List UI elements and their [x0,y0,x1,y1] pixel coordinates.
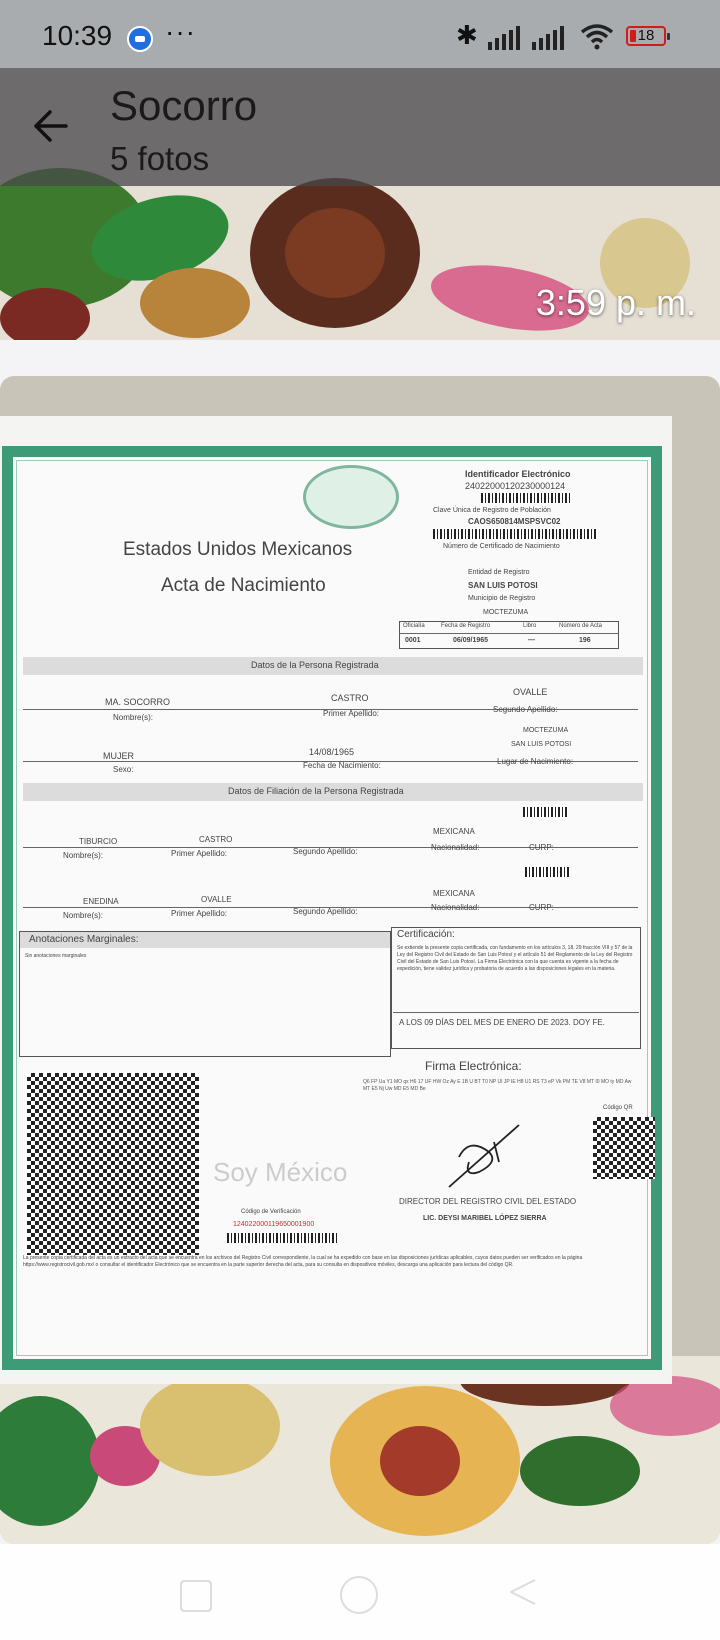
home-button[interactable] [340,1576,378,1614]
signal-icon [488,24,524,50]
father-surname: CASTRO [199,835,233,844]
director-title: DIRECTOR DEL REGISTRO CIVIL DEL ESTADO [399,1197,577,1206]
marginal-notes-label: Anotaciones Marginales: [29,934,139,945]
mother-nationality: MEXICANA [433,889,475,898]
father-name-label: Nombre(s): [63,851,104,860]
mother-second-surname-label: Segundo Apellido: [293,907,358,916]
status-time: 10:39 [42,20,113,51]
photo-timestamp: 3:59 p. m. [535,282,696,323]
national-seal [303,465,399,529]
second-surname-label: Segundo Apellido: [493,705,558,714]
certificate-border [2,446,662,1370]
father-name: TIBURCIO [79,837,118,846]
section-person-heading: Datos de la Persona Registrada [251,660,379,670]
mother-nationality-label: Nacionalidad: [431,903,480,912]
certification-label: Certificación: [397,929,455,940]
signal-icon-2 [532,24,568,50]
back-button[interactable] [505,1574,541,1610]
mother-curp-label: CURP: [529,903,554,912]
sex-label: Sexo: [113,765,134,774]
section-parents-heading: Datos de Filiación de la Persona Registrada [228,786,404,796]
registry-header-2: Fecha de Registro [441,623,491,629]
mother-name-label: Nombre(s): [63,911,104,920]
document-type: Acta de Nacimiento [161,575,326,596]
father-curp-label: CURP: [529,843,554,852]
mother-first-surname-label: Primer Apellido: [171,909,228,918]
registry-header-4: Número de Acta [559,623,603,629]
registry-value-2: 06/09/1965 [453,637,489,644]
birth-date-label: Fecha de Nacimiento: [303,761,381,770]
director-name: LIC. DEYSI MARIBEL LÓPEZ SIERRA [423,1215,547,1222]
esign-label: Firma Electrónica: [425,1059,522,1073]
verification-label: Código de Verificación [241,1209,301,1215]
registry-header-3: Libro [523,623,537,629]
person-second-surname: OVALLE [513,687,548,697]
tablecloth [0,1356,720,1544]
main-photo[interactable] [0,376,720,1544]
registry-header-1: Oficialía [403,623,425,629]
wifi-icon [580,22,614,50]
watermark-text: Soy México [213,1157,348,1187]
certification-text: Se extiende la presente copia certificada, con fundamento en los artículos 3, 18, 29 fracción VIII y 57 de la Ley del Registro Civil del Estado de San Luis Potosí y el artículo 51 del Reglamento de la Ley del Registro Civil del Estado de San Luis Potosí. La Firma Electrónica con la que cuenta es vigente a la fecha de expedición, tiene validez jurídica y probatoria de acuerdo a las disposiciones legales en la materia. [397,945,633,972]
registry-value-3: — [528,637,535,644]
name-label: Nombre(s): [113,713,154,722]
entity-label: Entidad de Registro [468,569,530,576]
recents-button[interactable] [180,1580,212,1612]
person-birth-date: 14/08/1965 [309,747,355,757]
entity-value: SAN LUIS POTOSI [468,581,538,590]
bluetooth-icon: ✱ [456,20,478,50]
album-title: Socorro [110,82,258,129]
father-second-surname-label: Segundo Apellido: [293,847,358,856]
status-bar [0,0,720,68]
certification-date: A LOS 09 DÍAS DEL MES DE ENERO DE 2023. DOY FE. [399,1018,605,1027]
municipality-value: MOCTEZUMA [483,609,529,616]
person-name: MA. SOCORRO [105,697,171,707]
verification-code: 124022000119650001900 [233,1221,315,1228]
country-title: Estados Unidos Mexicanos [123,539,353,560]
curp-value: CAOS650814MSPSVC02 [468,517,561,526]
footer-note: La presente copia certificada del acta es un extracto del acta que se encuentra en los archivos del Registro Civil correspondiente, la cual se ha expedido con base en las disposiciones jurídicas aplicables, cuyos datos pueden ser verificados en la página https://www.registrocivil.gob.mx/ o consultar el identificador Electrónico que se encuentra en la parte superior derecha del acta, para su consulta en dispositivos móviles, descarga una aplicación para lectura del código QR. [23,1255,583,1268]
birth-place-line2: SAN LUIS POTOSI [511,741,572,748]
top-app-bar [0,68,720,186]
main-qr-code [27,1073,199,1255]
system-navigation-bar [0,1544,720,1640]
registry-value-1: 0001 [405,637,421,644]
esign-hash: Q6 FP Ua Y1 MO qx H6 17 UF HW Oz Ay E 1B U BT T0 NP UI JP IE H8 U1 RS T3 eP Vk PM TE V8 MT I0 MO ty MD Aw MT E5 Nj Uw MD E5 MD Be [363,1079,632,1092]
photo-count: 5 fotos [110,140,210,177]
birth-place-label: Lugar de Nacimiento: [497,757,574,766]
birth-place-line1: MOCTEZUMA [523,727,569,734]
battery-icon [626,26,666,46]
person-first-surname: CASTRO [331,693,369,703]
birth-certificate-document [0,416,672,1384]
father-nationality-label: Nacionalidad: [431,843,480,852]
person-sex: MUJER [103,751,134,761]
mother-name: ENEDINA [83,897,119,906]
small-qr-code [593,1117,655,1179]
director-signature [439,1117,529,1197]
registry-value-4: 196 [579,637,591,644]
chat-notification-icon [127,26,153,52]
father-nationality: MEXICANA [433,827,475,836]
municipality-label: Municipio de Registro [468,595,536,602]
qr-label: Código QR [603,1105,633,1111]
curp-label: Clave Única de Registro de Población [433,507,551,514]
first-surname-label: Primer Apellido: [323,709,380,718]
more-notifications-icon: ··· [165,16,196,47]
mother-surname: OVALLE [201,895,232,904]
id-value: 24022000120230000124 [465,481,566,491]
back-arrow-icon[interactable] [30,104,70,148]
battery-level: 18 [637,27,655,44]
cert-number-label: Número de Certificado de Nacimiento [443,543,560,550]
father-first-surname-label: Primer Apellido: [171,849,228,858]
id-label: Identificador Electrónico [465,469,571,479]
marginal-notes-text: Sin anotaciones marginales [25,953,87,959]
